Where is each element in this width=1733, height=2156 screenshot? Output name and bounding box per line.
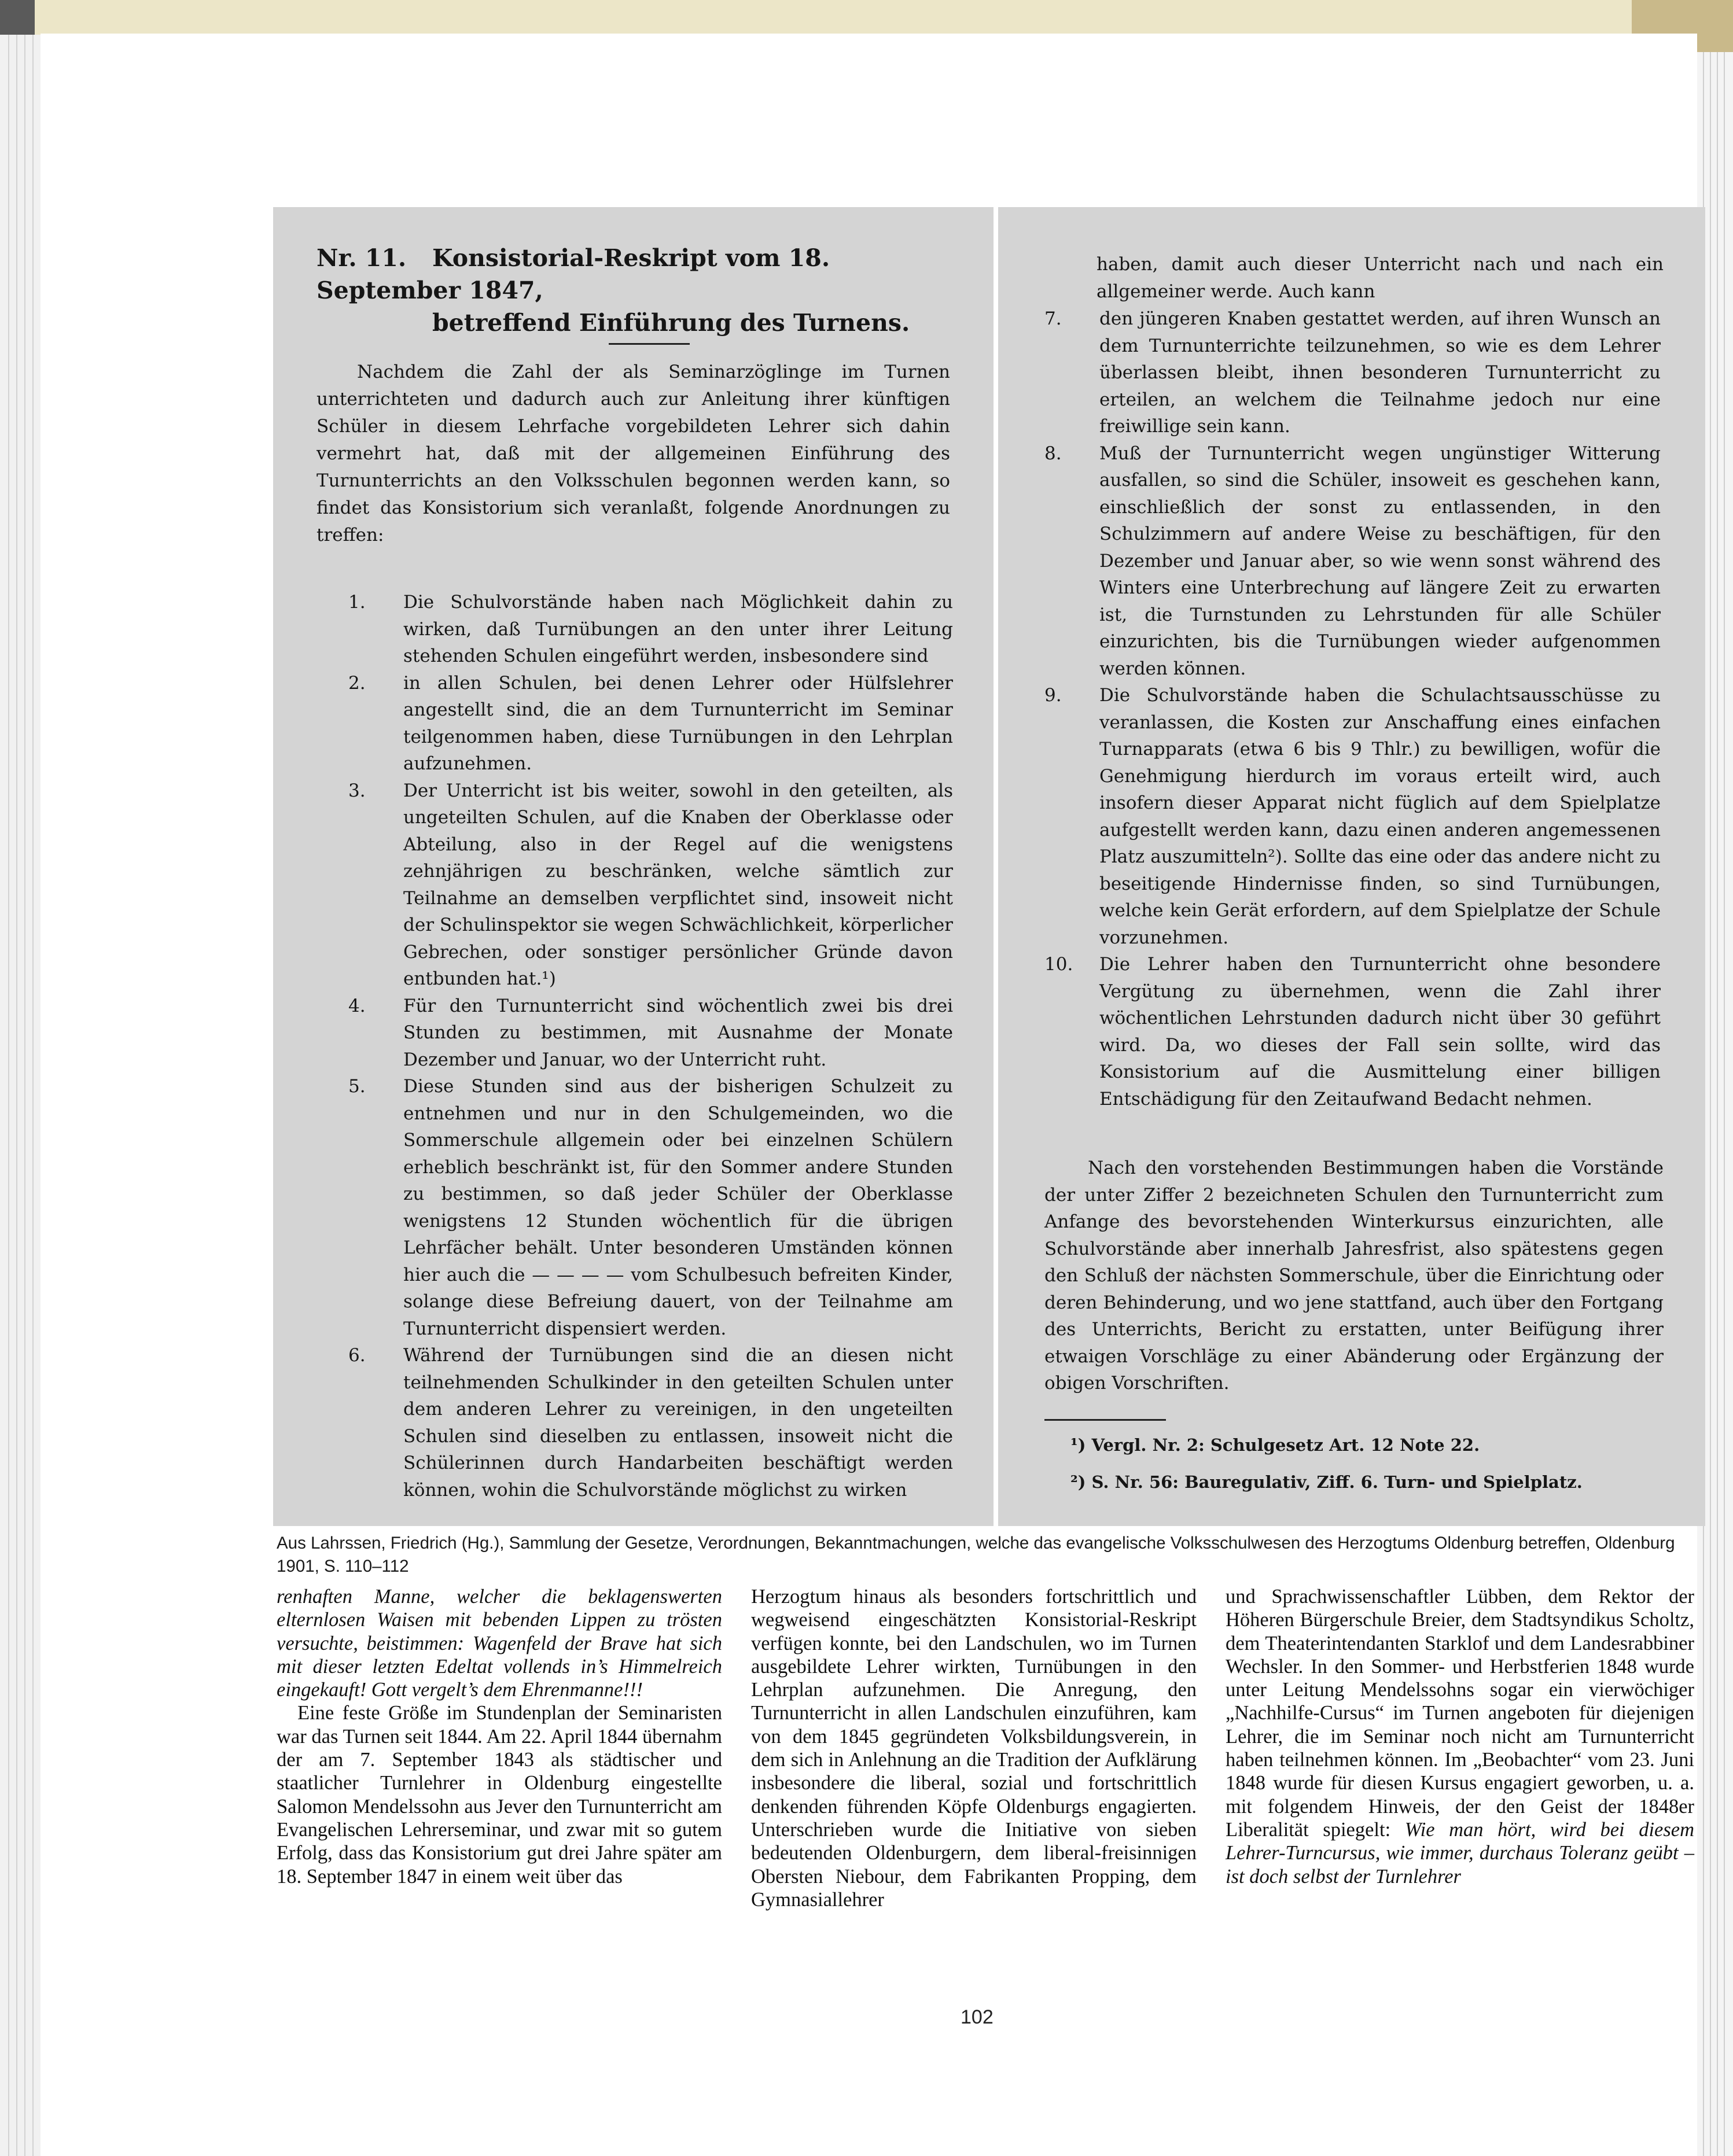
ordinance-item: 7. den jüngeren Knaben gestattet werden, auf ihren Wunsch an dem Turnunterrichte teilzunehmen, so wie es dem Lehrer überlassen bleibt, ihnen besonderen Turnunterricht zu erteilen, an welchem die Teilnahme jedoch nur eine freiwillige sein kann.: [1044, 308, 1661, 437]
ordinance-item: 9. Die Schulvorstände haben die Schulachtsausschüsse zu veranlassen, die Kosten zur Anschaffung eines einfachen Turnapparats (etwa 6 bis 9 Thlr.) zu bewilligen, wofür die Genehmigung hierdurch im voraus erteilt wird, auch insofern dieser Apparat nicht füglich auf dem Spielplatze aufgestellt werden kann, dazu einen anderen angemessenen Platz auszumitteln²). Sollte das eine oder das andere nicht zu beseitigende Hindernisse finden, so sind Turnübungen, welche kein Gerät erfordern, auf dem Spielplatze der Schule vorzunehmen.: [1044, 685, 1661, 948]
document-title-line2: betreffend Einführung des Turnens.: [432, 309, 910, 337]
ordinance-item: 8. Muß der Turnunterricht wegen ungünstiger Witterung ausfallen, so sind die Schüler, insoweit es geschehen kann, einschließlich der sonst zu entlassenden, in den Schulzimmern auf andere Weise zu beschäftigen, für den Dezember und Januar aber, so wie wenn sonst während des Winters eine Unterbrechung auf längere Zeit zu erwarten ist, die Turnstunden zu Lehrstunden für alle Schüler einzurichten, bis die Turnübungen wieder aufgenommen werden können.: [1044, 443, 1661, 679]
left-page-edges: [0, 35, 41, 2156]
document-number: Nr. 11.: [317, 244, 407, 272]
ordinance-item: 10. Die Lehrer haben den Turnunterricht ohne besondere Vergütung zu übernehmen, wenn die Zahl ihrer wöchentlichen Lehrstunden dadurch nicht über 30 geführt wird. Da, wo dieses der Fall sein sollte, wird das Konsistorium auf die Ausmittelung einer billigen Entschädigung für den Zeitaufwand Bedacht nehmen.: [1044, 954, 1661, 1110]
scan-left-column: [273, 207, 994, 1526]
ordinance-item: 4. Für den Turnunterricht sind wöchentlich zwei bis drei Stunden zu bestimmen, mit Ausnahme der Monate Dezember und Januar, wo der Unterricht ruht.: [348, 995, 953, 1070]
ordinance-item: 6. Während der Turnübungen sind die an diesen nicht teilnehmenden Schulkinder in den geteilten Schulen unter dem anderen Lehrer zu vereinigen, in den ungeteilten Schulen sind dieselben zu entlassen, insoweit nicht die Schülerinnen durch Handarbeiten beschäftigt werden können, wohin die Schulvorstände möglichst zu wirken: [348, 1345, 953, 1501]
body-column-right: [1226, 1585, 1694, 1888]
scan-right-column: [998, 207, 1705, 1526]
body-column-middle: [751, 1585, 1197, 1911]
ordinance-item: 3. Der Unterricht ist bis weiter, sowohl in den geteilten, als ungeteilten Schulen, auf die Knaben der Oberklasse oder Abteilung, also in der Regel auf die wenigstens zehnjährigen zu beschränken, welche sämtlich zur Teilnahme an demselben verpflichtet sind, insoweit nicht der Schulinspektor sie wegen Schwächlichkeit, körperlicher Gebrechen, oder sonstiger persönlicher Gründe davon entbunden hat.¹): [348, 780, 953, 989]
body-paragraph: Herzogtum hinaus als besonders fortschrittlich und wegweisend eingeschätzten Konsistorial-Reskript verfügen konnte, bei den Landschulen, wo im Turnen ausgebildete Lehrer wirkten, Turnübungen in den Lehrplan aufzunehmen. Die Anregung, den Turnunterricht in allen Landschulen einzuführen, kam von dem 1845 gegründeten Volksbildungsverein, in dem sich in Anlehnung an die Tradition der Aufklärung insbesondere die liberal, sozial und fortschrittlich denkenden führenden Köpfe Oldenburgs engagierten. Unterschrieben wurde die Initiative von sieben bedeutenden Oldenburgern, dem liberal-freisinnigen Obersten Niebour, dem Fabrikanten Propping, dem Gymnasiallehrer: [751, 1586, 1197, 1911]
ordinance-closing: Nach den vorstehenden Bestimmungen haben die Vorstände der unter Ziffer 2 bezeichneten Schulen den Turnunterricht zum Anfange des bevorstehenden Winterkursus einzurichten, alle Schulvorstände aber innerhalb Jahresfrist, also spätestens gegen den Schluß der nächsten Sommerschule, über die Einrichtung oder deren Behinderung, und wo jene stattfand, auch über den Fortgang des Unterrichts, Bericht zu erstatten, unter Beifügung ihrer etwaigen Vorschläge zu einer Abänderung oder Ergänzung der obigen Vorschriften.: [1044, 1158, 1664, 1394]
ordinance-item: 2. in allen Schulen, bei denen Lehrer oder Hülfslehrer angestellt sind, die an dem Turnunterricht im Seminar teilgenommen haben, diese Turnübungen in den Lehrplan aufzunehmen.: [348, 672, 953, 774]
document-title: [317, 242, 953, 339]
body-paragraph: Eine feste Größe im Stundenplan der Seminaristen war das Turnen seit 1844. Am 22. April 1844 übernahm der am 7. September 1843 als städtischer und staatlicher Turnlehrer in Oldenburg eingestellte Salomon Mendelssohn aus Jever den Turnunterricht am Evangelischen Lehrerseminar, und zwar mit so gutem Erfolg, dass das Konsistorium gut drei Jahre später am 18. September 1847 in einem weit über das: [277, 1702, 722, 1888]
ordinance-continuation: haben, damit auch dieser Unterricht nach und nach ein allgemeiner werde. Auch kann: [1097, 254, 1664, 302]
document-intro: Nachdem die Zahl der als Seminarzöglinge im Turnen unterrichteten und dadurch auch zur Anleitung ihrer künftigen Schüler in diesem Lehrfache vorgebildeten Lehrer sich dahin vermehrt hat, daß mit der allgemeinen Einführung des Turnunterrichts an den Volksschulen begonnen werden kann, so findet das Konsistorium sich veranlaßt, folgende Anordnungen zu treffen:: [317, 362, 950, 546]
document-title-line1: Konsistorial-Reskript vom 18. September 1847,: [317, 244, 830, 304]
book-page: [41, 34, 1697, 2156]
ordinance-list-right: [1044, 305, 1661, 1112]
body-column-left: [277, 1585, 722, 1888]
quote-paragraph: renhaften Manne, welcher die beklagenswerten elternlosen Waisen mit bebenden Lippen zu trösten versuchte, beistimmen: Wagenfeld der Brave hat sich mit dieser letzten Edeltat vollends in’s Himmelreich eingekauft! Gott vergelt’s dem Ehrenmanne!!!: [277, 1586, 722, 1701]
footnote-divider: [1044, 1419, 1166, 1421]
ordinance-item: 1. Die Schulvorstände haben nach Möglichkeit dahin zu wirken, daß Turnübungen an den unter ihrer Leitung stehenden Schulen eingeführt werden, insbesondere sind: [348, 592, 953, 666]
page-number: 102: [961, 2006, 994, 2028]
title-divider: [609, 343, 690, 345]
footnote-1: ¹) Vergl. Nr. 2: Schulgesetz Art. 12 Note 22.: [1070, 1435, 1480, 1455]
ordinance-list-left: [348, 589, 953, 1503]
ordinance-item: 5. Diese Stunden sind aus der bisherigen Schulzeit zu entnehmen und nur in den Schulgemeinden, wo die Sommerschule allgemein oder bei einzelnen Schülern erheblich beschränkt ist, für den Sommer andere Stunden zu bestimmen, so daß jeder Schüler der Oberklasse wenigstens 12 Stunden wöchentlich für die übrigen Lehrfächer behält. Unter besonderen Umständen können hier auch die — — — — vom Schulbesuch befreiten Kinder, solange diese Befreiung dauert, von der Teilnahme am Turnunterricht dispensiert werden.: [348, 1076, 953, 1339]
source-caption: Aus Lahrssen, Friedrich (Hg.), Sammlung der Gesetze, Verordnungen, Bekanntmachungen, welche das evangelische Volksschulwesen des Herzogtums Oldenburg betreffen, Oldenburg 1901, S. 110–112: [277, 1534, 1675, 1576]
footnote-2: ²) S. Nr. 56: Bauregulativ, Ziff. 6. Turn- und Spielplatz.: [1070, 1472, 1583, 1492]
body-paragraph: und Sprachwissenschaftler Lübben, dem Rektor der Höheren Bürgerschule Breier, dem Stadtsyndikus Scholtz, dem Theaterintendanten Starklof und dem Landesrabbiner Wechsler. In den Sommer- und Herbstferien 1848 wurde unter Leitung Mendelssohns sogar ein vierwöchiger „Nachhilfe-Cursus“ im Turnen angeboten für diejenigen Lehrer, die im Seminar noch nicht am Turnunterricht haben teilnehmen können. Im „Beobachter“ vom 23. Juni 1848 wurde für diesen Kursus engagiert geworben, u. a. mit folgendem Hinweis, der den Geist der 1848er Liberalität spiegelt: Wie man hört, wird bei diesem Lehrer-Turncursus, wie immer, durchaus Toleranz geübt – ist doch selbst der Turnlehrer: [1226, 1586, 1694, 1888]
